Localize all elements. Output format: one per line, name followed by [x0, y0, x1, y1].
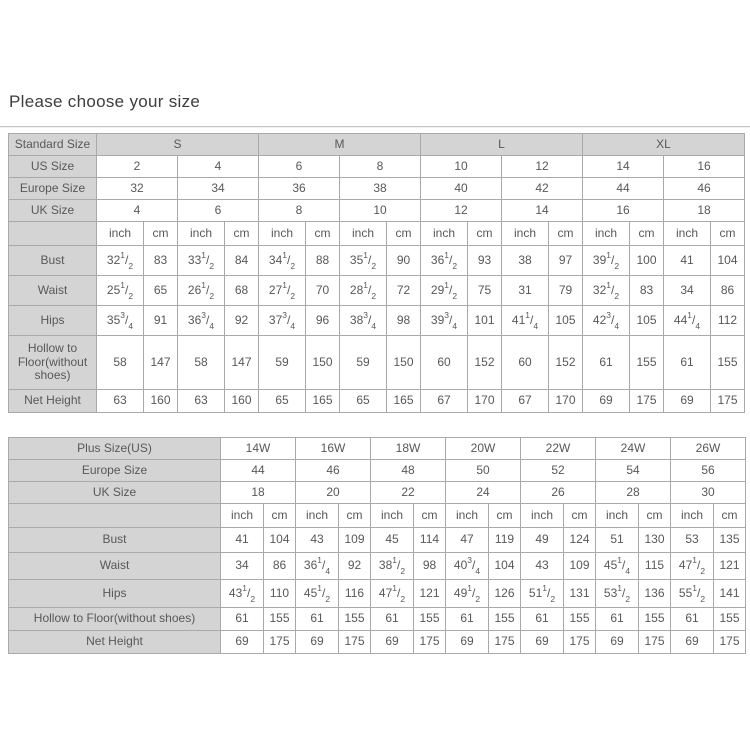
measure-value: 43 — [296, 528, 339, 553]
size-value: 10 — [421, 156, 502, 178]
measure-row — [9, 608, 746, 631]
size-value: 16 — [583, 200, 664, 222]
size-value: 34 — [178, 178, 259, 200]
table-spacer — [0, 413, 750, 437]
size-value: 16 — [664, 156, 745, 178]
row-label: Waist — [9, 553, 221, 580]
unit-label-cm: cm — [414, 504, 446, 528]
unit-label-inch: inch — [664, 222, 711, 246]
size-value: 54 — [596, 460, 671, 482]
measure-value: $36^3/_4$ — [178, 306, 225, 336]
size-value: 22W — [521, 438, 596, 460]
measure-value: $45^1/_4$ — [596, 553, 639, 580]
unit-label-cm: cm — [489, 504, 521, 528]
measure-value: 155 — [264, 608, 296, 631]
size-row — [9, 438, 746, 460]
size-value: 10 — [340, 200, 421, 222]
size-group-header: M — [259, 134, 421, 156]
row-label: Europe Size — [9, 178, 97, 200]
measure-value: 49 — [521, 528, 564, 553]
measure-value: 86 — [711, 276, 745, 306]
measure-value: 152 — [549, 336, 583, 390]
unit-label-inch: inch — [446, 504, 489, 528]
measure-value: 69 — [221, 631, 264, 654]
unit-label-inch: inch — [583, 222, 630, 246]
size-value: 46 — [296, 460, 371, 482]
size-value: 14W — [221, 438, 296, 460]
measure-value: 175 — [414, 631, 446, 654]
unit-label-inch: inch — [221, 504, 264, 528]
unit-label-inch: inch — [97, 222, 144, 246]
measure-value: 51 — [596, 528, 639, 553]
unit-label-cm: cm — [468, 222, 502, 246]
row-label: Hollow to Floor(without shoes) — [9, 336, 97, 390]
measure-value: $39^1/_2$ — [583, 246, 630, 276]
measure-value: 119 — [489, 528, 521, 553]
size-value: 8 — [340, 156, 421, 178]
size-value: 6 — [259, 156, 340, 178]
measure-value: 104 — [264, 528, 296, 553]
measure-value: 67 — [421, 390, 468, 413]
measure-value: 175 — [564, 631, 596, 654]
corner-label: Standard Size — [9, 134, 97, 156]
measure-row — [9, 246, 745, 276]
measure-value: 155 — [414, 608, 446, 631]
measure-value: 86 — [264, 553, 296, 580]
measure-value: $25^1/_2$ — [97, 276, 144, 306]
unit-label-inch: inch — [421, 222, 468, 246]
unit-label-inch: inch — [671, 504, 714, 528]
measure-value: 147 — [144, 336, 178, 390]
size-value: 4 — [178, 156, 259, 178]
measure-value: 115 — [639, 553, 671, 580]
size-value: 12 — [502, 156, 583, 178]
measure-value: 69 — [596, 631, 639, 654]
measure-value: 88 — [306, 246, 340, 276]
unit-label-inch: inch — [340, 222, 387, 246]
unit-label-inch: inch — [371, 504, 414, 528]
measure-value: 175 — [711, 390, 745, 413]
size-value: 40 — [421, 178, 502, 200]
unit-label-cm: cm — [714, 504, 746, 528]
measure-value: 61 — [583, 336, 630, 390]
size-value: 24 — [446, 482, 521, 504]
measure-value: 69 — [664, 390, 711, 413]
measure-value: $38^3/_4$ — [340, 306, 387, 336]
measure-value: 98 — [414, 553, 446, 580]
row-label: Europe Size — [9, 460, 221, 482]
measure-value: 170 — [549, 390, 583, 413]
measure-value: 114 — [414, 528, 446, 553]
measure-value: 97 — [549, 246, 583, 276]
size-value: 30 — [671, 482, 746, 504]
measure-value: $35^1/_2$ — [340, 246, 387, 276]
measure-value: 175 — [630, 390, 664, 413]
row-label: Bust — [9, 528, 221, 553]
measure-row — [9, 631, 746, 654]
measure-value: 67 — [502, 390, 549, 413]
measure-value: $33^1/_2$ — [178, 246, 225, 276]
measure-value: 34 — [221, 553, 264, 580]
measure-value: 63 — [178, 390, 225, 413]
measure-value: 69 — [296, 631, 339, 654]
size-row — [9, 156, 745, 178]
unit-label-inch: inch — [296, 504, 339, 528]
measure-value: 90 — [387, 246, 421, 276]
measure-value: $38^1/_2$ — [371, 553, 414, 580]
measure-value: 72 — [387, 276, 421, 306]
measure-value: $44^1/_4$ — [664, 306, 711, 336]
measure-value: 63 — [97, 390, 144, 413]
unit-header-row — [9, 504, 746, 528]
measure-value: 175 — [264, 631, 296, 654]
unit-label-inch: inch — [502, 222, 549, 246]
measure-value: $37^3/_4$ — [259, 306, 306, 336]
measure-value: 91 — [144, 306, 178, 336]
measure-value: 155 — [714, 608, 746, 631]
unit-label-cm: cm — [549, 222, 583, 246]
measure-value: $47^1/_2$ — [371, 580, 414, 608]
unit-label-cm: cm — [630, 222, 664, 246]
size-value: 16W — [296, 438, 371, 460]
measure-value: 69 — [521, 631, 564, 654]
size-value: 18 — [664, 200, 745, 222]
unit-label-cm: cm — [225, 222, 259, 246]
size-value: 48 — [371, 460, 446, 482]
measure-value: 59 — [259, 336, 306, 390]
measure-value: $45^1/_2$ — [296, 580, 339, 608]
measure-value: 65 — [144, 276, 178, 306]
size-value: 20W — [446, 438, 521, 460]
size-value: 36 — [259, 178, 340, 200]
measure-value: $27^1/_2$ — [259, 276, 306, 306]
measure-value: 34 — [664, 276, 711, 306]
size-value: 6 — [178, 200, 259, 222]
title-divider — [0, 126, 750, 127]
row-label: US Size — [9, 156, 97, 178]
measure-value: 98 — [387, 306, 421, 336]
measure-value: 152 — [468, 336, 502, 390]
measure-value: 41 — [221, 528, 264, 553]
measure-value: 155 — [564, 608, 596, 631]
measure-value: 75 — [468, 276, 502, 306]
size-value: 12 — [421, 200, 502, 222]
unit-label-cm: cm — [306, 222, 340, 246]
measure-value: 100 — [630, 246, 664, 276]
measure-value: 165 — [387, 390, 421, 413]
row-label: Plus Size(US) — [9, 438, 221, 460]
row-label: Bust — [9, 246, 97, 276]
size-value: 2 — [97, 156, 178, 178]
size-value: 56 — [671, 460, 746, 482]
group-header-row — [9, 134, 745, 156]
measure-value: $53^1/_2$ — [596, 580, 639, 608]
measure-value: 61 — [521, 608, 564, 631]
size-value: 20 — [296, 482, 371, 504]
measure-value: $32^1/_2$ — [97, 246, 144, 276]
measure-value: 104 — [489, 553, 521, 580]
measure-value: 155 — [630, 336, 664, 390]
size-value: 18W — [371, 438, 446, 460]
measure-value: 104 — [711, 246, 745, 276]
row-label: Hips — [9, 580, 221, 608]
measure-value: $51^1/_2$ — [521, 580, 564, 608]
measure-value: 112 — [711, 306, 745, 336]
size-value: 32 — [97, 178, 178, 200]
measure-value: $29^1/_2$ — [421, 276, 468, 306]
row-label: Hollow to Floor(without shoes) — [9, 608, 221, 631]
size-value: 42 — [502, 178, 583, 200]
measure-value: $42^3/_4$ — [583, 306, 630, 336]
unit-label-inch: inch — [259, 222, 306, 246]
row-label: Net Height — [9, 631, 221, 654]
measure-value: 165 — [306, 390, 340, 413]
page-title: Please choose your size — [9, 92, 201, 111]
size-group-header: XL — [583, 134, 745, 156]
measure-value: $41^1/_4$ — [502, 306, 549, 336]
unit-label-cm: cm — [639, 504, 671, 528]
measure-value: 136 — [639, 580, 671, 608]
measure-value: 68 — [225, 276, 259, 306]
measure-value: 110 — [264, 580, 296, 608]
measure-value: 150 — [387, 336, 421, 390]
measure-value: 155 — [489, 608, 521, 631]
measure-value: 101 — [468, 306, 502, 336]
measure-value: 105 — [630, 306, 664, 336]
measure-value: 60 — [502, 336, 549, 390]
measure-value: $39^3/_4$ — [421, 306, 468, 336]
unit-label-cm: cm — [144, 222, 178, 246]
measure-value: 84 — [225, 246, 259, 276]
measure-value: 53 — [671, 528, 714, 553]
measure-value: 126 — [489, 580, 521, 608]
size-value: 14 — [583, 156, 664, 178]
size-value: 26W — [671, 438, 746, 460]
size-value: 22 — [371, 482, 446, 504]
unit-corner-blank — [9, 504, 221, 528]
row-label: UK Size — [9, 200, 97, 222]
measure-value: 41 — [664, 246, 711, 276]
size-value: 52 — [521, 460, 596, 482]
measure-value: 59 — [340, 336, 387, 390]
size-row — [9, 178, 745, 200]
unit-label-cm: cm — [564, 504, 596, 528]
size-value: 44 — [583, 178, 664, 200]
measure-row — [9, 553, 746, 580]
size-value: 38 — [340, 178, 421, 200]
size-value: 14 — [502, 200, 583, 222]
measure-value: 61 — [296, 608, 339, 631]
measure-value: 61 — [596, 608, 639, 631]
measure-value: 61 — [371, 608, 414, 631]
measure-value: 116 — [339, 580, 371, 608]
measure-value: 135 — [714, 528, 746, 553]
measure-row — [9, 580, 746, 608]
measure-value: 58 — [178, 336, 225, 390]
measure-value: 92 — [225, 306, 259, 336]
unit-label-inch: inch — [178, 222, 225, 246]
measure-value: 109 — [564, 553, 596, 580]
measure-value: 170 — [468, 390, 502, 413]
measure-value: 160 — [225, 390, 259, 413]
size-value: 44 — [221, 460, 296, 482]
unit-label-cm: cm — [339, 504, 371, 528]
size-group-header: L — [421, 134, 583, 156]
size-value: 18 — [221, 482, 296, 504]
measure-value: $40^3/_4$ — [446, 553, 489, 580]
measure-value: 121 — [414, 580, 446, 608]
unit-label-cm: cm — [711, 222, 745, 246]
measure-value: 147 — [225, 336, 259, 390]
size-value: 50 — [446, 460, 521, 482]
measure-value: 109 — [339, 528, 371, 553]
measure-value: 47 — [446, 528, 489, 553]
row-label: Net Height — [9, 390, 97, 413]
measure-value: 31 — [502, 276, 549, 306]
unit-corner-blank — [9, 222, 97, 246]
unit-label-cm: cm — [387, 222, 421, 246]
measure-value: $26^1/_2$ — [178, 276, 225, 306]
measure-value: $36^1/_2$ — [421, 246, 468, 276]
measure-value: 83 — [144, 246, 178, 276]
measure-value: 69 — [583, 390, 630, 413]
measure-value: 83 — [630, 276, 664, 306]
measure-value: 131 — [564, 580, 596, 608]
unit-label-cm: cm — [264, 504, 296, 528]
measure-row — [9, 276, 745, 306]
standard-size-table — [8, 133, 745, 413]
measure-value: $32^1/_2$ — [583, 276, 630, 306]
measure-value: 69 — [671, 631, 714, 654]
measure-value: 58 — [97, 336, 144, 390]
measure-value: 92 — [339, 553, 371, 580]
size-row — [9, 482, 746, 504]
measure-value: 155 — [639, 608, 671, 631]
measure-value: 93 — [468, 246, 502, 276]
size-value: 4 — [97, 200, 178, 222]
size-group-header: S — [97, 134, 259, 156]
measure-value: 130 — [639, 528, 671, 553]
measure-value: 141 — [714, 580, 746, 608]
size-row — [9, 460, 746, 482]
measure-value: 69 — [371, 631, 414, 654]
measure-value: 155 — [339, 608, 371, 631]
measure-value: 65 — [259, 390, 306, 413]
measure-value: 96 — [306, 306, 340, 336]
measure-value: 175 — [489, 631, 521, 654]
measure-value: $36^1/_4$ — [296, 553, 339, 580]
measure-value: 160 — [144, 390, 178, 413]
measure-value: 175 — [639, 631, 671, 654]
standard-size-table-container — [0, 133, 750, 413]
measure-value: 61 — [221, 608, 264, 631]
measure-row — [9, 336, 745, 390]
size-value: 28 — [596, 482, 671, 504]
row-label: Waist — [9, 276, 97, 306]
unit-label-inch: inch — [521, 504, 564, 528]
measure-value: 38 — [502, 246, 549, 276]
row-label: Hips — [9, 306, 97, 336]
measure-value: 124 — [564, 528, 596, 553]
measure-row — [9, 390, 745, 413]
measure-value: $55^1/_2$ — [671, 580, 714, 608]
plus-size-table — [8, 437, 746, 654]
measure-value: 175 — [339, 631, 371, 654]
measure-value: $34^1/_2$ — [259, 246, 306, 276]
size-value: 26 — [521, 482, 596, 504]
size-value: 24W — [596, 438, 671, 460]
size-value: 46 — [664, 178, 745, 200]
measure-value: $43^1/_2$ — [221, 580, 264, 608]
measure-value: 121 — [714, 553, 746, 580]
measure-value: 61 — [664, 336, 711, 390]
measure-value: 61 — [446, 608, 489, 631]
measure-value: 79 — [549, 276, 583, 306]
size-value: 8 — [259, 200, 340, 222]
measure-value: 43 — [521, 553, 564, 580]
measure-value: 105 — [549, 306, 583, 336]
measure-row — [9, 306, 745, 336]
measure-value: 61 — [671, 608, 714, 631]
plus-size-table-container — [0, 437, 750, 654]
measure-value: $35^3/_4$ — [97, 306, 144, 336]
measure-value: 65 — [340, 390, 387, 413]
row-label: UK Size — [9, 482, 221, 504]
measure-value: 70 — [306, 276, 340, 306]
measure-value: 69 — [446, 631, 489, 654]
measure-value: $28^1/_2$ — [340, 276, 387, 306]
measure-value: 60 — [421, 336, 468, 390]
size-row — [9, 200, 745, 222]
unit-header-row — [9, 222, 745, 246]
measure-value: 150 — [306, 336, 340, 390]
measure-row — [9, 528, 746, 553]
measure-value: 45 — [371, 528, 414, 553]
measure-value: $49^1/_2$ — [446, 580, 489, 608]
measure-value: $47^1/_2$ — [671, 553, 714, 580]
measure-value: 155 — [711, 336, 745, 390]
measure-value: 175 — [714, 631, 746, 654]
unit-label-inch: inch — [596, 504, 639, 528]
